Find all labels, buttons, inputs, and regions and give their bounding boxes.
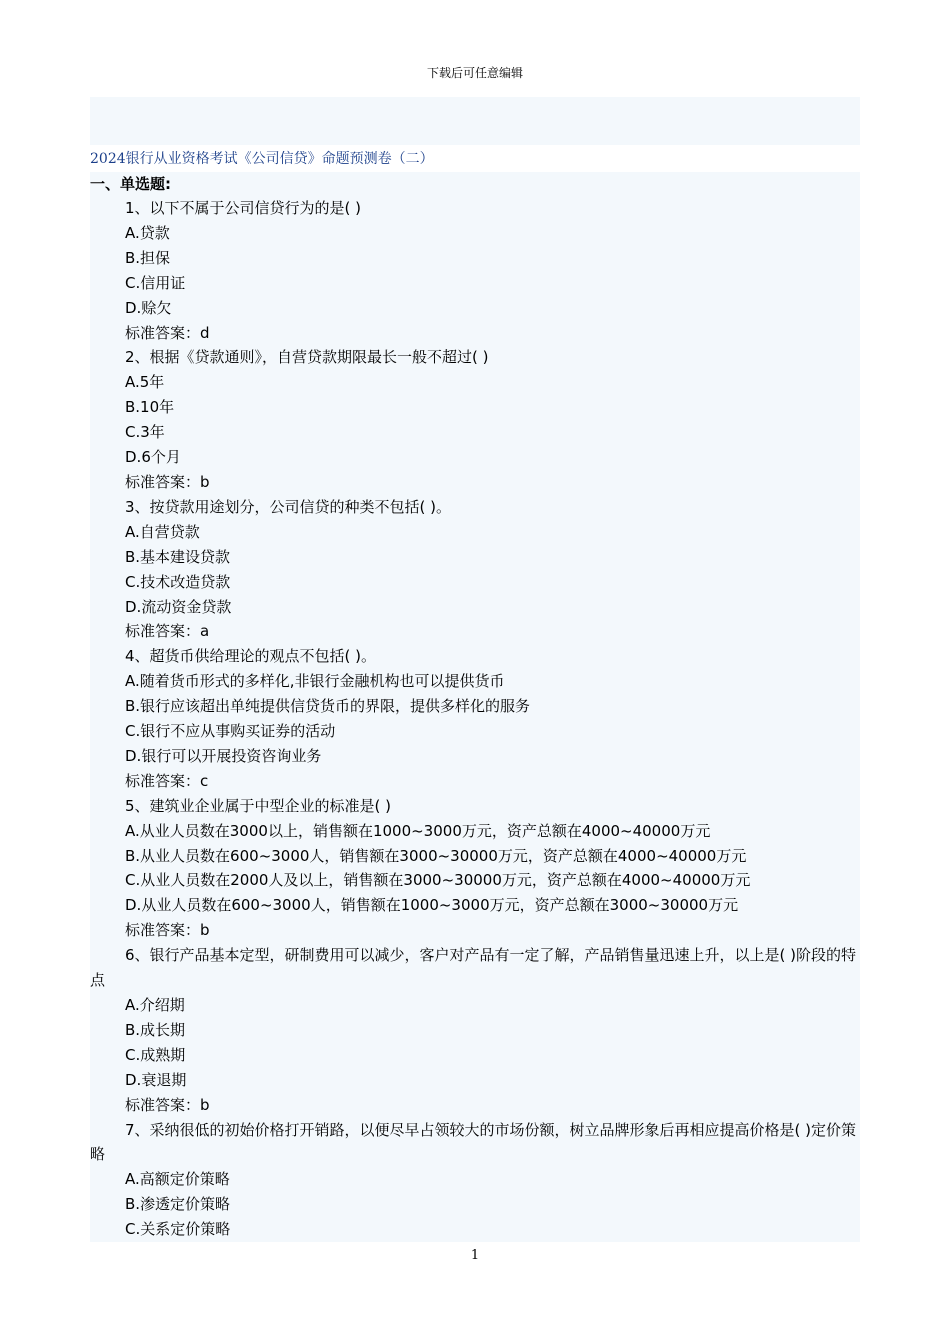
option-6a: A.介绍期: [125, 996, 185, 1014]
option-3d: D.流动资金贷款: [125, 597, 232, 616]
question-7: 7、采纳很低的初始价格打开销路，以便尽早占领较大的市场份额，树立品牌形象后再相应提高价格是( )定价策略: [90, 1120, 857, 1164]
answer-1: 标准答案：d: [125, 323, 210, 342]
option-5d: D.从业人员数在600~3000人，销售额在1000~3000万元，资产总额在3000~30000万元: [125, 896, 739, 915]
option-7a: A.高额定价策略: [125, 1170, 230, 1189]
option-1d: D.赊欠: [125, 298, 172, 317]
option-1c: C.信用证: [125, 273, 186, 292]
answer-5: 标准答案：b: [125, 921, 210, 940]
option-2d: D.6个月: [125, 448, 181, 467]
option-5c: C.从业人员数在2000人及以上，销售额在3000~30000万元，资产总额在4000~40000万元: [125, 871, 751, 890]
option-5a: A.从业人员数在3000以上，销售额在1000~3000万元，资产总额在4000~40000万元: [125, 821, 711, 840]
option-1a: A.贷款: [125, 223, 170, 242]
option-2a: A.5年: [125, 373, 165, 392]
page-header: 下载后可任意编辑: [426, 66, 523, 80]
header-band: [90, 97, 860, 145]
option-2c: C.3年: [125, 423, 165, 442]
question-4: 4、超货币供给理论的观点不包括( )。: [125, 647, 377, 666]
answer-3: 标准答案：a: [125, 622, 210, 641]
question-6: 6、银行产品基本定型，研制费用可以减少，客户对产品有一定了解，产品销售量迅速上升，以上是( )阶段的特点: [90, 946, 857, 990]
option-1b: B.担保: [125, 248, 171, 267]
question-5: 5、建筑业企业属于中型企业的标准是( ): [125, 796, 392, 815]
question-2: 2、根据《贷款通则》，自营贷款期限最长一般不超过( ): [125, 348, 489, 367]
question-1: 1、以下不属于公司信贷行为的是( ): [125, 199, 362, 217]
option-7c: C.关系定价策略: [125, 1220, 231, 1239]
option-4c: C.银行不应从事购买证券的活动: [125, 722, 336, 741]
option-6b: B.成长期: [125, 1020, 186, 1039]
option-6c: C.成熟期: [125, 1045, 186, 1064]
option-6d: D.衰退期: [125, 1070, 187, 1089]
document-title: 2024银行从业资格考试《公司信贷》命题预测卷（二）: [90, 151, 434, 167]
option-2b: B.10年: [125, 398, 175, 417]
option-4a: A.随着货币形式的多样化,非银行金融机构也可以提供货币: [125, 672, 505, 691]
answer-4: 标准答案：c: [125, 771, 209, 790]
section-title: 一、单选题:: [90, 175, 171, 193]
page-number: 1: [470, 1248, 480, 1263]
option-5b: B.从业人员数在600~3000人，销售额在3000~30000万元，资产总额在4000~40000万元: [125, 846, 747, 865]
option-3c: C.技术改造贷款: [125, 572, 231, 591]
option-3a: A.自营贷款: [125, 522, 200, 541]
answer-2: 标准答案：b: [125, 472, 210, 491]
option-4b: B.银行应该超出单纯提供信贷货币的界限，提供多样化的服务: [125, 697, 531, 716]
question-3: 3、按贷款用途划分，公司信贷的种类不包括( )。: [125, 497, 452, 516]
question-list: [90, 172, 860, 1242]
option-3b: B.基本建设贷款: [125, 547, 231, 566]
option-7b: B.渗透定价策略: [125, 1195, 231, 1214]
answer-6: 标准答案：b: [125, 1095, 210, 1114]
option-4d: D.银行可以开展投资咨询业务: [125, 746, 322, 765]
